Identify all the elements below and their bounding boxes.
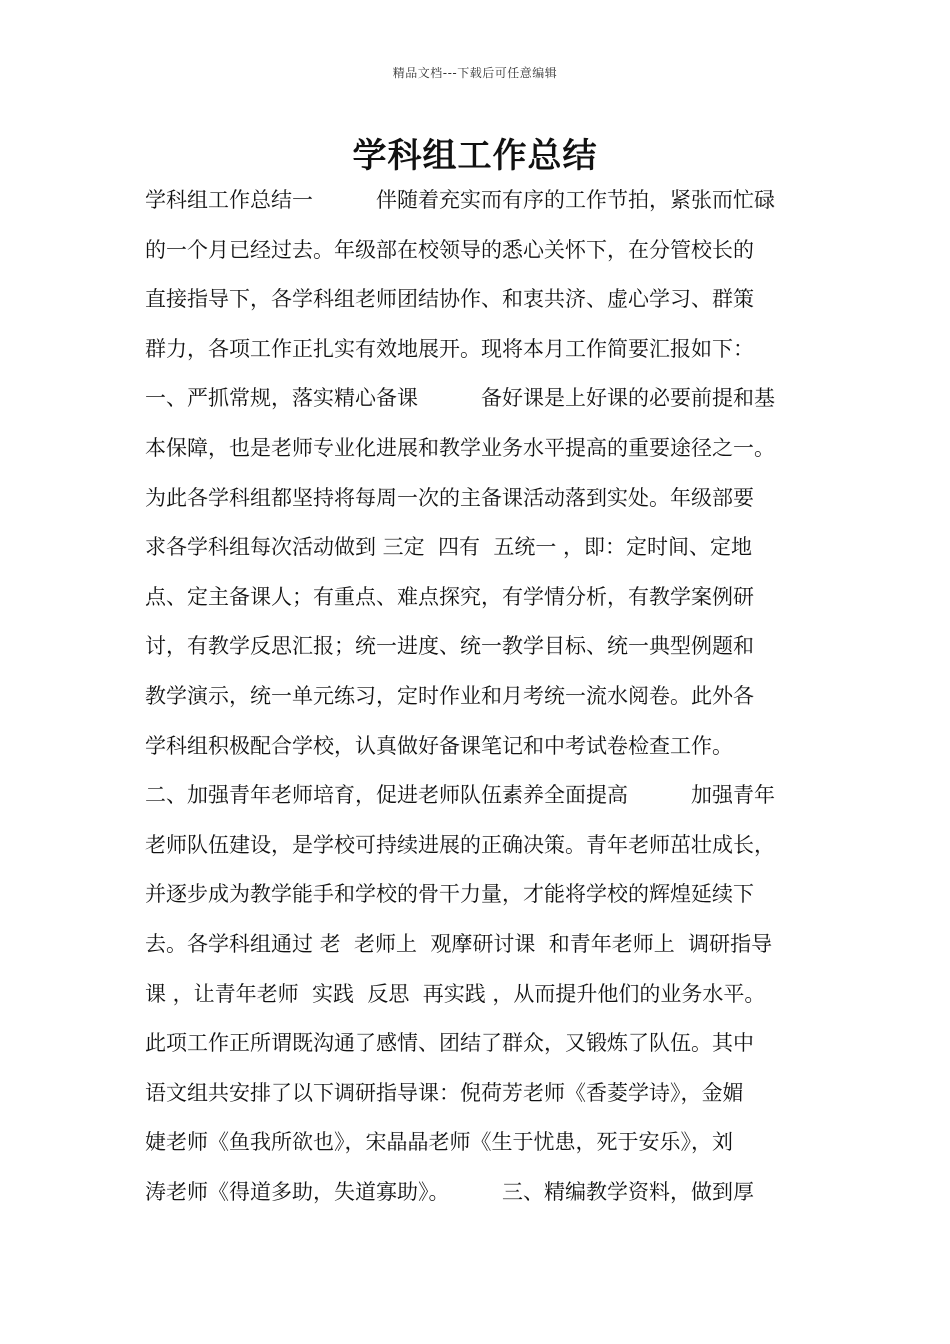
- body-line: 一、严抓常规，落实精心备课 备好课是上好课的必要前提和基: [145, 386, 775, 411]
- body-line: 群力，各项工作正扎实有效地展开。现将本月工作简要汇报如下：: [145, 336, 754, 361]
- body-line: 直接指导下，各学科组老师团结协作、和衷共济、虚心学习、群策: [145, 287, 754, 312]
- document-title: 学科组工作总结: [352, 136, 598, 176]
- body-line: 并逐步成为教学能手和学校的骨干力量，才能将学校的辉煌延续下: [145, 882, 754, 907]
- body-line: 此项工作正所谓既沟通了感情、团结了群众，又锻炼了队伍。其中: [145, 1031, 754, 1056]
- body-line: 的一个月已经过去。年级部在校领导的悉心关怀下，在分管校长的: [145, 237, 754, 262]
- body-line: 为此各学科组都坚持将每周一次的主备课活动落到实处。年级部要: [145, 485, 754, 510]
- body-line: 二、加强青年老师培育，促进老师队伍素养全面提高 加强青年: [145, 783, 775, 808]
- body-line: 点、定主备课人；有重点、难点探究，有学情分析，有教学案例研: [145, 584, 754, 609]
- body-line: 本保障，也是老师专业化进展和教学业务水平提高的重要途径之一。: [145, 435, 775, 460]
- body-line: 婕老师《鱼我所欲也》，宋晶晶老师《生于忧患，死于安乐》，刘: [145, 1130, 733, 1155]
- body-line: 求各学科组每次活动做到 三定 四有 五统一 ，即：定时间、定地: [145, 535, 753, 560]
- document-body: [145, 178, 845, 1219]
- body-line: 教学演示，统一单元练习，定时作业和月考统一流水阅卷。此外各: [145, 683, 754, 708]
- body-line: 去。各学科组通过 老 老师上 观摩研讨课 和青年老师上 调研指导: [145, 931, 773, 956]
- body-line: 老师队伍建设，是学校可持续进展的正确决策。青年老师茁壮成长，: [145, 832, 775, 857]
- body-line: 语文组共安排了以下调研指导课：倪荷芳老师《香菱学诗》，金媚: [145, 1080, 744, 1105]
- body-line: 课 ，让青年老师 实践 反思 再实践 ，从而提升他们的业务水平。: [145, 981, 766, 1006]
- body-line: 讨，有教学反思汇报；统一进度、统一教学目标、统一典型例题和: [145, 634, 754, 659]
- body-line: 学科组工作总结一 伴随着充实而有序的工作节拍，紧张而忙碌: [145, 188, 775, 212]
- body-line: 学科组积极配合学校，认真做好备课笔记和中考试卷检查工作。: [145, 733, 733, 758]
- body-line: 涛老师《得道多助，失道寡助》。 三、精编教学资料，做到厚: [145, 1179, 754, 1204]
- header-note: 精品文档---下载后可任意编辑: [392, 66, 558, 80]
